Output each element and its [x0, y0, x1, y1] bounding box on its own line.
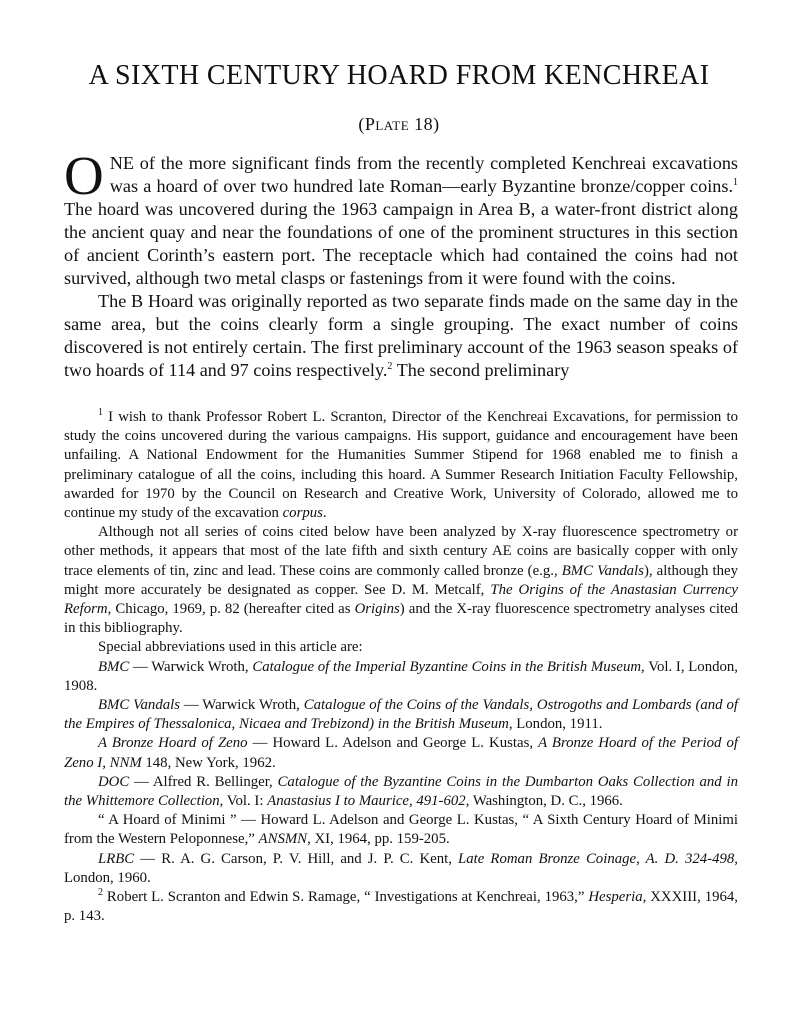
abbr-text: “ A Hoard of Minimi ” — Howard L. Adelson and George L. Kustas, “ A Sixth Century Hoard of Minimi from the Western Peloponnese,” — [64, 812, 738, 848]
abbreviation-doc — [64, 773, 738, 811]
abbr-title: Late Roman Bronze Coinage, A. D. 324-498 — [458, 850, 735, 867]
footnote-1-italic: corpus — [282, 505, 323, 522]
footnote-1-continuation — [64, 523, 738, 638]
abbr-text: — Alfred R. Bellinger, — [129, 773, 278, 790]
fn1b-text-c: , Chicago, 1969, p. 82 (hereafter cited as — [107, 601, 355, 618]
abbr-key: BMC Vandals — [98, 697, 180, 714]
abbreviation-bmc-vandals — [64, 696, 738, 734]
footnote-ref-1[interactable]: 1 — [733, 176, 738, 188]
fn1b-text-a: Although not all series of coins cited below have been analyzed by X-ray fluorescence spectrometry or other methods, it appears that most of the late fifth and sixth century AE coins are basically copper with only trace elements of tin, zinc and lead. These coins are commonly called bronze (e.g., — [64, 524, 738, 579]
abbreviation-hoard-of-minimi — [64, 811, 738, 849]
abbr-text-end: 148, New York, 1962. — [141, 754, 276, 771]
footnote-1 — [64, 408, 738, 523]
abbr-text: — Howard L. Adelson and George L. Kustas, — [247, 735, 539, 752]
paragraph-2 — [64, 290, 738, 382]
abbr-title: Catalogue of the Byzantine Coins in the Dumbarton Oaks Collection and in the Whittemore Collection — [64, 773, 738, 810]
footnote-2-text: Robert L. Scranton and Edwin S. Ramage, “ Investigations at Kenchreai, 1963,” — [103, 889, 589, 906]
abbreviation-bmc — [64, 658, 738, 696]
footnote-2-end: , XXXIII, 1964, p. 143. — [64, 889, 738, 925]
abbr-text: — Warwick Wroth, — [129, 658, 253, 675]
fn1b-text-d: ) and the X-ray fluorescence spectrometry analyses cited in this bibliography. — [64, 601, 739, 637]
fn1b-bmc-vandals: BMC Vandals — [561, 562, 644, 579]
article-title: A SIXTH CENTURY HOARD FROM KENCHREAI — [88, 60, 710, 91]
paragraph-2-text-cont: The second preliminary — [392, 360, 570, 380]
drop-cap: O — [64, 145, 104, 206]
abbr-key: LRBC — [98, 850, 135, 867]
abbreviation-bronze-hoard-zeno — [64, 734, 738, 772]
abbreviations-intro: Special abbreviations used in this article are: — [98, 639, 363, 656]
footnotes — [64, 408, 738, 926]
abbr-text-end: , XI, 1964, pp. 159-205. — [307, 831, 450, 848]
abbr-text-end: , London, 1960. — [64, 850, 738, 886]
abbr-text-end: , Washington, D. C., 1966. — [465, 793, 623, 810]
paragraph-1-text-cont: The hoard was uncovered during the 1963 campaign in Area B, a water-front district along the ancient quay and near the foundations of one of the prominent structures in this section of ancient Corinth’s eastern port. The receptacle which had contained the coins had not survived, although two metal clasps or fastenings from it were found with the coins. — [64, 199, 738, 288]
footnote-2-number: 2 — [98, 887, 103, 899]
fn1b-origins: Origins — [354, 601, 400, 618]
abbr-text-end: , Vol. I, London, 1908. — [64, 658, 738, 694]
article-body — [64, 145, 738, 382]
abbr-text: — Warwick Wroth, — [179, 697, 304, 714]
plate-reference: (Plate 18) — [358, 114, 440, 134]
abbr-volume: Anastasius I to Maurice, 491-602 — [267, 793, 466, 810]
abbr-title: Catalogue of the Coins of the Vandals, Ostrogoths and Lombards (and of the Empires of Thessalonica, Nicaea and Trebizond) in the British Museum — [64, 697, 738, 733]
paragraph-1 — [64, 145, 738, 290]
paragraph-2-text: The B Hoard was originally reported as two separate finds made on the same day in the same area, but the coins clearly form a single grouping. The exact number of coins discovered is not entirely certain. The first preliminary account of the 1963 season speaks of two hoards of 114 and 97 coins respectively. — [64, 291, 738, 380]
abbr-title: A Bronze Hoard of the Period of Zeno I, NNM — [64, 735, 738, 771]
footnote-ref-2[interactable]: 2 — [387, 360, 393, 372]
abbr-key: BMC — [98, 658, 130, 675]
footnote-2 — [64, 888, 738, 926]
fn1b-origins-title: The Origins of the Anastasian Currency Reform — [64, 581, 739, 618]
fn1b-text-b: ), although they might more accurately be designated as copper. See D. M. Metcalf, — [64, 562, 738, 598]
abbr-text-mid: , Vol. I: — [219, 793, 268, 810]
abbr-key: A Bronze Hoard of Zeno — [98, 735, 248, 752]
footnote-2-journal: Hesperia — [588, 889, 643, 906]
footnote-1-text: I wish to thank Professor Robert L. Scranton, Director of the Kenchreai Excavations, for permission to study the coins uncovered during the various campaigns. His support, guidance and encouragement have been unfailing. A National Endowment for the Humanities Summer Stipend for 1968 enabled me to finish a preliminary catalogue of all the coins, including this hoard. A Summer Research Initiation Faculty Fellowship, awarded for 1970 by the Council on Research and Creative Work, University of Colorado, allowed me to continue my study of the excavation — [64, 409, 738, 522]
abbreviation-lrbc — [64, 850, 738, 888]
abbr-text: — R. A. G. Carson, P. V. Hill, and J. P. C. Kent, — [134, 850, 459, 867]
abbr-title: Catalogue of the Imperial Byzantine Coins in the British Museum — [252, 658, 642, 675]
paragraph-1-text: NE of the more significant finds from the recently completed Kenchreai excavations was a hoard of over two hundred late Roman—early Byzantine bronze/copper coins. — [109, 153, 738, 196]
abbr-title: ANSMN — [258, 831, 308, 848]
footnote-1-end: . — [322, 505, 327, 522]
abbr-key: DOC — [98, 773, 130, 790]
footnote-1-number: 1 — [98, 407, 103, 419]
abbr-text-end: , London, 1911. — [508, 716, 603, 733]
